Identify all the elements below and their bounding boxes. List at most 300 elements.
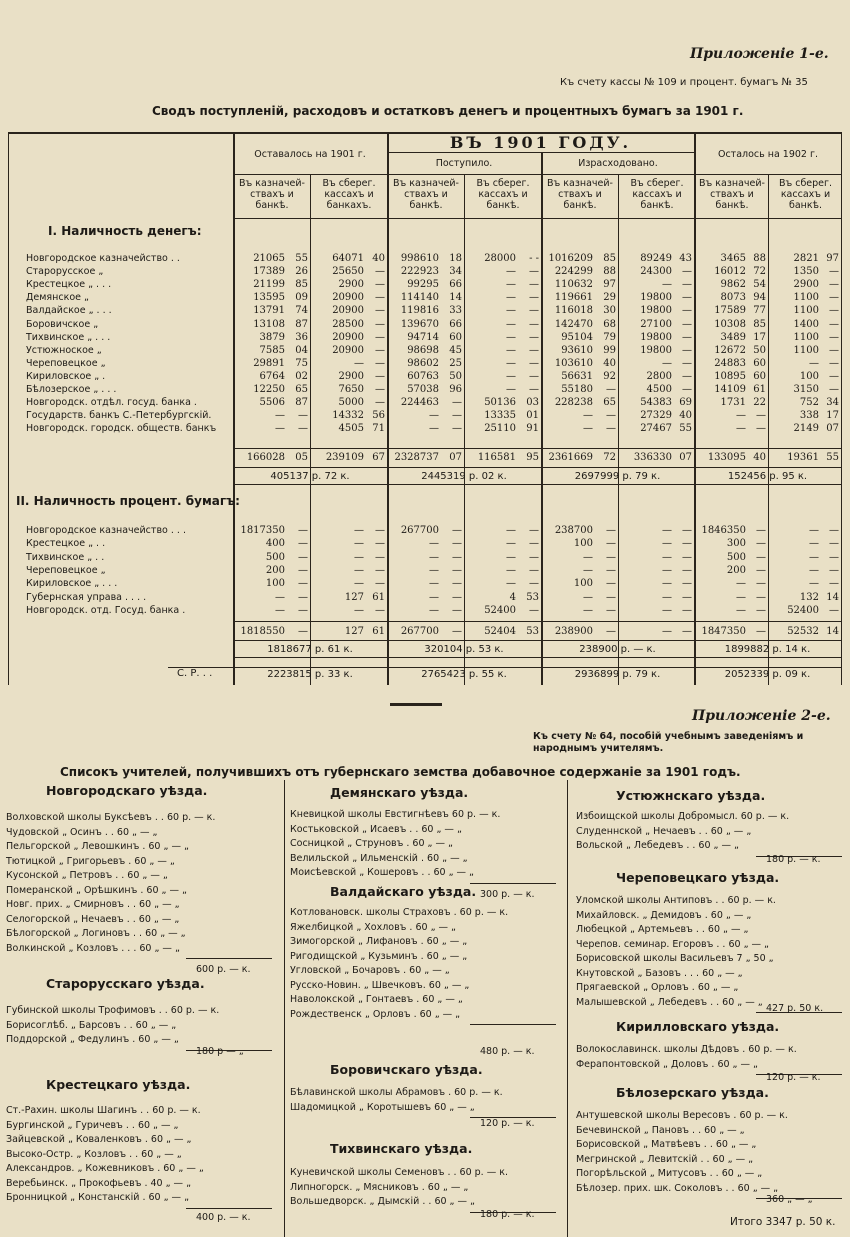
value-cell: — bbox=[506, 331, 516, 343]
value-cell: — bbox=[375, 578, 385, 590]
value-cell: — bbox=[529, 344, 539, 356]
teacher-entry: Борисоглѣб. „ Барсовъ . . 60 „ — „ bbox=[6, 1019, 177, 1031]
value-cell: 239109 bbox=[325, 452, 364, 463]
teacher-entry: Мегринской „ Левитскій . . 60 „ — „ bbox=[576, 1153, 754, 1165]
value-cell: 95 bbox=[526, 452, 539, 463]
value-cell: 3489 bbox=[720, 331, 746, 343]
value-cell: 14 bbox=[826, 626, 839, 637]
grand-sum: 2765423 р. 55 к. bbox=[421, 669, 507, 680]
value-cell: 4500 bbox=[646, 384, 672, 395]
teacher-entry: Высоко-Остр. „ Козловъ . . 60 „ — „ bbox=[6, 1148, 182, 1160]
value-cell: 2800 bbox=[646, 370, 672, 382]
teacher-entry: Черепов. семинар. Егоровъ . . 60 „ — „ bbox=[576, 938, 769, 950]
money-row bbox=[8, 252, 842, 265]
securities-row bbox=[8, 537, 842, 550]
value-cell: 94 bbox=[753, 292, 766, 304]
value-cell: 55 bbox=[826, 452, 839, 463]
value-cell: — bbox=[736, 578, 746, 590]
value-cell: 69 bbox=[679, 397, 692, 409]
securities-row bbox=[8, 551, 842, 564]
value-cell: — bbox=[298, 604, 308, 616]
district-title: Боровичскаго уѣзда. bbox=[330, 1062, 483, 1077]
value-cell: — bbox=[506, 564, 516, 576]
value-cell: 19800 bbox=[640, 331, 672, 343]
value-cell: — bbox=[506, 318, 516, 330]
value-cell: 116581 bbox=[477, 452, 516, 463]
value-cell: — bbox=[354, 604, 364, 616]
value-cell: 4 bbox=[509, 591, 516, 603]
row-label: Тихвинское „ . . . bbox=[26, 331, 111, 343]
value-cell: — bbox=[736, 604, 746, 616]
value-cell: 13595 bbox=[253, 292, 285, 304]
value-cell: — bbox=[298, 525, 308, 536]
value-cell: — bbox=[756, 604, 766, 616]
district-title: Валдайскаго уѣзда. bbox=[330, 884, 477, 899]
value-cell: 55180 bbox=[561, 384, 593, 395]
value-cell: 1846350 bbox=[701, 525, 746, 536]
value-cell: 40 bbox=[372, 253, 385, 264]
appendix2-ref: Къ счету № 64, пособій учебнымъ заведеніямъ и народнымъ учителямъ. bbox=[533, 731, 804, 754]
value-cell: — bbox=[682, 357, 692, 369]
value-cell: — bbox=[452, 410, 462, 422]
district-total: 120 р. — к. bbox=[766, 1072, 821, 1083]
value-cell: — bbox=[756, 578, 766, 590]
value-cell: 68 bbox=[603, 318, 616, 330]
appendix2-heading: Списокъ учителей, получившихъ отъ губернскаго земства добавочное содержаніе за 1901 годъ. bbox=[60, 765, 741, 779]
value-cell: — bbox=[429, 578, 439, 590]
value-cell: — bbox=[829, 578, 839, 590]
appendix1-ref: Къ счету кассы № 109 и процент. бумагъ № 35 bbox=[560, 77, 808, 88]
value-cell: 79 bbox=[603, 331, 616, 343]
value-cell: — bbox=[809, 578, 819, 590]
teacher-entry: Прягаевской „ Орловъ . 60 „ — „ bbox=[576, 982, 739, 993]
value-cell: 43 bbox=[679, 253, 692, 264]
value-cell: — bbox=[583, 551, 593, 563]
value-cell: 98698 bbox=[407, 344, 439, 356]
value-cell: — bbox=[682, 279, 692, 291]
value-cell: — bbox=[375, 318, 385, 330]
value-cell: 02 bbox=[295, 370, 308, 382]
value-cell: 127 bbox=[344, 591, 364, 603]
value-cell: 7650 bbox=[338, 384, 364, 395]
teacher-entry: Сосницкой „ Струновъ . 60 „ — „ bbox=[290, 838, 453, 849]
value-cell: 72 bbox=[753, 266, 766, 278]
value-cell: — bbox=[452, 564, 462, 576]
value-cell: — bbox=[375, 604, 385, 616]
value-cell: 2361669 bbox=[548, 452, 593, 463]
securities-sum: 1899882 р. 14 к. bbox=[724, 644, 811, 655]
value-cell: — bbox=[375, 344, 385, 356]
value-cell: — bbox=[275, 423, 285, 435]
district-title: Череповецкаго уѣзда. bbox=[616, 870, 780, 885]
value-cell: — bbox=[452, 578, 462, 590]
value-cell: — bbox=[829, 279, 839, 291]
appendix2-title: Приложеніе 2-е. bbox=[692, 708, 831, 724]
teacher-entry: Русско-Новин. „ Швечковъ. 60 „ — „ bbox=[290, 979, 470, 991]
row-label: Государств. банкъ С.-Петербургскій. bbox=[26, 410, 212, 422]
value-cell: — bbox=[662, 578, 672, 590]
value-cell: 17 bbox=[826, 410, 839, 422]
value-cell: — bbox=[375, 564, 385, 576]
row-label: Череповецкое „ bbox=[26, 564, 106, 576]
value-cell: 27100 bbox=[640, 318, 672, 330]
grand-sum: 2936899 р. 79 к. bbox=[574, 669, 661, 680]
teacher-entry: Волкинской „ Козловъ . . . 60 „ — „ bbox=[6, 942, 180, 954]
value-cell: 85 bbox=[603, 253, 616, 264]
teacher-entry: Велильской „ Ильменскій . 60 „ — „ bbox=[290, 852, 468, 864]
value-cell: 267700 bbox=[400, 626, 439, 637]
teacher-entry: Угловской „ Бочаровъ . 60 „ — „ bbox=[290, 965, 450, 976]
value-cell: — bbox=[756, 538, 766, 550]
value-cell: 05 bbox=[295, 452, 308, 463]
teacher-entry: Зайцевской „ Коваленковъ . 60 „ — „ bbox=[6, 1134, 192, 1145]
value-cell: 28500 bbox=[332, 318, 364, 330]
teacher-entry: Ст.-Рахин. школы Шагинъ . . 60 р. — к. bbox=[6, 1105, 201, 1116]
securities-row bbox=[8, 591, 842, 604]
value-cell: — bbox=[529, 305, 539, 317]
money-sum: 2445319 р. 02 к. bbox=[421, 471, 507, 482]
value-cell: — bbox=[354, 551, 364, 563]
value-cell: — bbox=[662, 626, 672, 637]
sub-treasury: Въ казначей-ствахъ и банкѣ. bbox=[239, 178, 305, 211]
value-cell: — bbox=[298, 551, 308, 563]
value-cell: 17589 bbox=[714, 305, 746, 317]
value-cell: 9862 bbox=[720, 279, 746, 291]
value-cell: 93610 bbox=[561, 344, 593, 356]
value-cell: — bbox=[506, 344, 516, 356]
value-cell: 60 bbox=[449, 331, 462, 343]
value-cell: 26 bbox=[295, 266, 308, 278]
value-cell: 53 bbox=[526, 591, 539, 603]
value-cell: — bbox=[375, 397, 385, 409]
value-cell: 27329 bbox=[640, 410, 672, 422]
value-cell: — bbox=[529, 538, 539, 550]
value-cell: 1731 bbox=[720, 397, 746, 409]
row-label: Валдайское „ . . . bbox=[26, 305, 112, 317]
value-cell: 55 bbox=[295, 253, 308, 264]
value-cell: — bbox=[829, 331, 839, 343]
value-cell: 66 bbox=[449, 318, 462, 330]
value-cell: 64071 bbox=[332, 253, 364, 264]
value-cell: — bbox=[606, 626, 616, 637]
teacher-entry: Яжелбицкой „ Хохловъ . 60 „ — „ bbox=[290, 921, 456, 933]
money-row bbox=[8, 409, 842, 422]
money-row bbox=[8, 396, 842, 409]
teacher-entry: Вольшедворск. „ Дымскій . . 60 „ — „ bbox=[290, 1196, 475, 1207]
value-cell: 54 bbox=[753, 279, 766, 291]
value-cell: 99295 bbox=[407, 279, 439, 291]
value-cell: 61 bbox=[372, 591, 385, 603]
value-cell: 1817350 bbox=[240, 525, 285, 536]
appendix1-title: Приложеніе 1-е. bbox=[690, 46, 829, 62]
row-label: Бѣлозерское „ . . . bbox=[26, 384, 117, 395]
value-cell: — bbox=[583, 604, 593, 616]
value-cell: — bbox=[682, 626, 692, 637]
value-cell: 34 bbox=[826, 397, 839, 409]
value-cell: 8073 bbox=[720, 292, 746, 304]
value-cell: 60763 bbox=[407, 370, 439, 382]
value-cell: — bbox=[682, 318, 692, 330]
value-cell: 228238 bbox=[554, 397, 593, 409]
value-cell: — bbox=[375, 525, 385, 536]
value-cell: — bbox=[829, 344, 839, 356]
value-cell: 200 bbox=[726, 564, 746, 576]
value-cell: 14109 bbox=[714, 384, 746, 395]
value-cell: — bbox=[756, 626, 766, 637]
value-cell: 132 bbox=[799, 591, 819, 603]
value-cell: — bbox=[682, 292, 692, 304]
value-cell: 20900 bbox=[332, 331, 364, 343]
money-total-row bbox=[8, 451, 842, 464]
value-cell: 97 bbox=[826, 253, 839, 264]
sub-treasury: Въ казначей-ствахъ и банкѣ. bbox=[699, 178, 765, 211]
teacher-entry: Чудовской „ Осинъ . . 60 „ — „ bbox=[6, 826, 158, 838]
grand-total-label: С. Р. . . bbox=[177, 668, 213, 679]
value-cell: 19800 bbox=[640, 305, 672, 317]
value-cell: 40 bbox=[679, 410, 692, 422]
securities-row bbox=[8, 524, 842, 537]
securities-sum: 238900 р. — к. bbox=[579, 644, 656, 655]
value-cell: — bbox=[529, 266, 539, 278]
col-spent: Израсходовано. bbox=[578, 158, 658, 169]
value-cell: 61 bbox=[753, 384, 766, 395]
teacher-entry: Михайловск. „ Демидовъ . 60 „ — „ bbox=[576, 909, 752, 921]
value-cell: 65 bbox=[603, 397, 616, 409]
value-cell: 04 bbox=[295, 344, 308, 356]
value-cell: 17389 bbox=[253, 266, 285, 278]
value-cell: — bbox=[506, 305, 516, 317]
value-cell: — bbox=[529, 564, 539, 576]
value-cell: 09 bbox=[295, 292, 308, 304]
value-cell: — bbox=[452, 397, 462, 409]
value-cell: 65 bbox=[295, 384, 308, 395]
sub-treasury: Въ казначей-ствахъ и банкѣ. bbox=[547, 178, 613, 211]
money-row bbox=[8, 318, 842, 331]
value-cell: 19361 bbox=[787, 452, 819, 463]
col-received: Поступило. bbox=[435, 158, 493, 169]
teacher-entry: Любецкой „ Артемьевъ . . 60 „ — „ bbox=[576, 924, 749, 935]
appendix1-heading: Сводъ поступленій, расходовъ и остатковъ денегъ и процентныхъ бумагъ за 1901 г. bbox=[152, 104, 744, 118]
value-cell: 5000 bbox=[338, 397, 364, 409]
value-cell: — bbox=[682, 551, 692, 563]
sub-savings: Въ сберег. кассахъ и банкѣ. bbox=[630, 178, 684, 211]
value-cell: 72 bbox=[603, 452, 616, 463]
value-cell: 13335 bbox=[484, 410, 516, 422]
value-cell: 752 bbox=[799, 397, 819, 409]
value-cell: 20900 bbox=[332, 344, 364, 356]
sub-savings: Въ сберег. кассахъ и банкѣ. bbox=[476, 178, 530, 211]
section-money: I. Наличность денегъ: bbox=[48, 224, 202, 238]
money-row bbox=[8, 344, 842, 357]
value-cell: 2900 bbox=[338, 370, 364, 382]
value-cell: — bbox=[662, 591, 672, 603]
value-cell: 238900 bbox=[554, 626, 593, 637]
value-cell: 2328737 bbox=[394, 452, 439, 463]
value-cell: — bbox=[429, 604, 439, 616]
value-cell: 88 bbox=[753, 253, 766, 264]
value-cell: 85 bbox=[295, 279, 308, 291]
value-cell: 1016209 bbox=[548, 253, 593, 264]
value-cell: — bbox=[682, 370, 692, 382]
value-cell: — bbox=[354, 525, 364, 536]
teacher-entry: Бѣлавинской школы Абрамовъ . 60 р. — к. bbox=[290, 1087, 503, 1098]
value-cell: 50 bbox=[753, 344, 766, 356]
value-cell: — bbox=[809, 564, 819, 576]
teacher-entry: Уломской школы Антиповъ . . 60 р. — к. bbox=[576, 895, 776, 906]
teachers-column-3 bbox=[576, 780, 846, 1237]
value-cell: 22 bbox=[753, 397, 766, 409]
value-cell: — bbox=[529, 578, 539, 590]
value-cell: — bbox=[682, 305, 692, 317]
district-title: Тихвинскаго уѣзда. bbox=[330, 1141, 473, 1156]
value-cell: — bbox=[606, 384, 616, 395]
teacher-entry: Ферапонтовской „ Доловъ . 60 „ — „ bbox=[576, 1058, 758, 1070]
value-cell: — bbox=[298, 538, 308, 550]
value-cell: 1100 bbox=[793, 331, 819, 343]
teacher-entry: Моисѣевской „ Кошеровъ . . 60 „ — „ bbox=[290, 867, 474, 878]
value-cell: — bbox=[375, 538, 385, 550]
value-cell: 238700 bbox=[554, 525, 593, 536]
value-cell: 17 bbox=[753, 331, 766, 343]
value-cell: — bbox=[736, 423, 746, 435]
teacher-entry: Борисовской школы Васильевъ 7 „ 50 „ bbox=[576, 953, 774, 964]
col-left-1901: Оставалось на 1901 г. bbox=[254, 149, 366, 160]
value-cell: — bbox=[662, 538, 672, 550]
value-cell: 224463 bbox=[400, 397, 439, 409]
value-cell: — bbox=[529, 331, 539, 343]
value-cell: 200 bbox=[265, 564, 285, 576]
value-cell: — bbox=[452, 551, 462, 563]
value-cell: — bbox=[375, 384, 385, 395]
value-cell: 33 bbox=[449, 305, 462, 317]
money-row bbox=[8, 278, 842, 291]
row-label: Тихвинское „ . . bbox=[26, 551, 105, 563]
value-cell: 56631 bbox=[561, 370, 593, 382]
value-cell: 56 bbox=[372, 410, 385, 422]
value-cell: 91 bbox=[526, 423, 539, 435]
value-cell: — bbox=[606, 538, 616, 550]
district-total: 180 р — „ bbox=[196, 1046, 244, 1057]
securities-row bbox=[8, 604, 842, 617]
value-cell: 133095 bbox=[707, 452, 746, 463]
value-cell: — bbox=[736, 591, 746, 603]
value-cell: — bbox=[829, 538, 839, 550]
value-cell: — bbox=[606, 604, 616, 616]
teacher-entry: Котловановск. школы Страховъ . 60 р. — к. bbox=[290, 907, 509, 918]
teacher-entry: Рождественск „ Орловъ . 60 „ — „ bbox=[290, 1008, 461, 1020]
value-cell: 2900 bbox=[338, 279, 364, 291]
value-cell: 50136 bbox=[484, 397, 516, 409]
value-cell: 61 bbox=[372, 626, 385, 637]
value-cell: — bbox=[829, 384, 839, 395]
value-cell: 116018 bbox=[554, 305, 593, 317]
value-cell: 114140 bbox=[400, 292, 439, 304]
value-cell: 24300 bbox=[640, 266, 672, 278]
value-cell: — bbox=[606, 551, 616, 563]
value-cell: — bbox=[275, 604, 285, 616]
value-cell: — bbox=[756, 564, 766, 576]
value-cell: 3150 bbox=[793, 384, 819, 395]
teacher-entry: Вольской „ Лебедевъ . . 60 „ — „ bbox=[576, 840, 739, 851]
value-cell: — bbox=[529, 279, 539, 291]
value-cell: 99 bbox=[603, 344, 616, 356]
value-cell: — bbox=[682, 538, 692, 550]
value-cell: — bbox=[829, 564, 839, 576]
value-cell: 400 bbox=[265, 538, 285, 550]
teacher-entry: Погорѣльской „ Митусовъ . . 60 „ — „ bbox=[576, 1168, 763, 1179]
value-cell: 03 bbox=[526, 397, 539, 409]
value-cell: — bbox=[809, 551, 819, 563]
value-cell: 998610 bbox=[400, 253, 439, 264]
value-cell: — bbox=[298, 578, 308, 590]
value-cell: 110632 bbox=[554, 279, 593, 291]
value-cell: — bbox=[756, 591, 766, 603]
value-cell: — bbox=[529, 551, 539, 563]
value-cell: — bbox=[606, 564, 616, 576]
grand-sum: 2052339 р. 09 к. bbox=[724, 669, 811, 680]
value-cell: 34 bbox=[449, 266, 462, 278]
value-cell: — bbox=[829, 357, 839, 369]
row-label: Новгородск. отдѣл. госуд. банка . bbox=[26, 397, 197, 409]
value-cell: 95104 bbox=[561, 331, 593, 343]
value-cell: 88 bbox=[603, 266, 616, 278]
row-label: Боровичское „ bbox=[26, 318, 99, 330]
money-row bbox=[8, 422, 842, 435]
value-cell: — bbox=[662, 604, 672, 616]
teacher-entry: Слуденнской „ Нечаевъ . . 60 „ — „ bbox=[576, 825, 752, 837]
value-cell: — bbox=[354, 578, 364, 590]
value-cell: — bbox=[452, 604, 462, 616]
value-cell: 97 bbox=[603, 279, 616, 291]
value-cell: 94714 bbox=[407, 331, 439, 343]
value-cell: — bbox=[829, 305, 839, 317]
value-cell: 85 bbox=[753, 318, 766, 330]
teacher-entry: Веребьинск. „ Прокофьевъ . 40 „ — „ bbox=[6, 1177, 191, 1189]
teacher-entry: Зимогорской „ Лифановъ . 60 „ — „ bbox=[290, 936, 468, 947]
value-cell: 300 bbox=[726, 538, 746, 550]
teacher-entry: Борисовской „ Матвѣевъ . . 60 „ — „ bbox=[576, 1139, 757, 1150]
value-cell: 267700 bbox=[400, 525, 439, 536]
sub-savings: Въ сберег. кассахъ и банкѣ. bbox=[778, 178, 833, 211]
value-cell: — bbox=[429, 551, 439, 563]
value-cell: — bbox=[529, 292, 539, 304]
value-cell: — bbox=[829, 370, 839, 382]
district-total: 120 р. — к. bbox=[480, 1118, 535, 1129]
money-sum: 2697999 р. 79 к. bbox=[574, 471, 661, 482]
value-cell: — bbox=[829, 292, 839, 304]
teacher-entry: Малышевской „ Лебедевъ . . 60 „ — „ bbox=[576, 996, 763, 1008]
value-cell: — bbox=[682, 578, 692, 590]
teacher-entry: Кневицкой школы Евстигнѣевъ 60 р. — к. bbox=[290, 809, 501, 820]
value-cell: 1100 bbox=[793, 344, 819, 356]
value-cell: 18 bbox=[449, 253, 462, 264]
value-cell: — bbox=[736, 410, 746, 422]
value-cell: — bbox=[506, 578, 516, 590]
value-cell: 1100 bbox=[793, 292, 819, 304]
value-cell: 96 bbox=[449, 384, 462, 395]
value-cell: 10308 bbox=[714, 318, 746, 330]
value-cell: 77 bbox=[753, 305, 766, 317]
money-row bbox=[8, 304, 842, 317]
value-cell: 500 bbox=[265, 551, 285, 563]
row-label: Губернская управа . . . . bbox=[26, 591, 147, 603]
value-cell: — bbox=[429, 410, 439, 422]
district-title: Новгородскаго уѣзда. bbox=[46, 783, 208, 798]
value-cell: 30 bbox=[603, 305, 616, 317]
value-cell: — bbox=[583, 423, 593, 435]
value-cell: — bbox=[506, 292, 516, 304]
teacher-entry: Кусонской „ Петровъ . . 60 „ — „ bbox=[6, 870, 168, 881]
